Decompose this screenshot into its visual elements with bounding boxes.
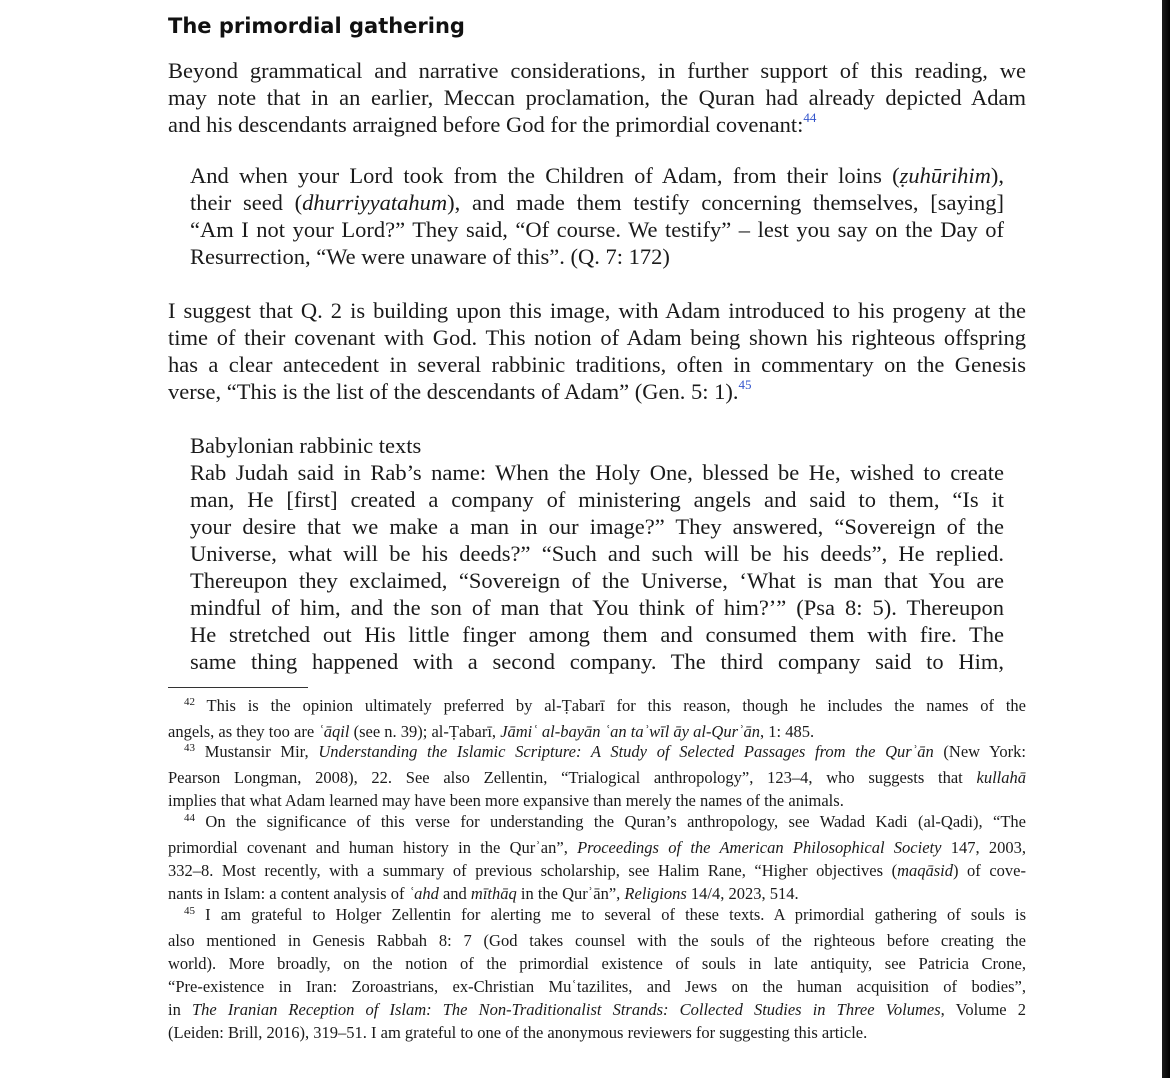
- text-line: mindful of him, and the son of man that You think of him?’” (Psa 8: 5). Thereupon: [190, 595, 1004, 620]
- text-line: “Pre-existence in Iran: Zoroastrians, ex-Christian Muʿtazilites, and Jews on the human acquisition of bodies”,: [168, 977, 1026, 996]
- quran-quotation: [190, 162, 1004, 270]
- text-line: $^{43}$ Mustansir Mir, Understanding the Islamic Scripture: A Study of Selected Passages from the Qurʾān (New York:: [184, 742, 1026, 761]
- paragraph-intro: [168, 57, 1026, 141]
- text-line: same thing happened with a second company. The third company said to Him,: [190, 649, 1004, 674]
- text-line: primordial covenant and human history in the Qurʾan”, Proceedings of the American Philosophical Society 147, 2003,: [168, 838, 1026, 857]
- footnote-44: [168, 810, 1026, 905]
- text-line: And when your Lord took from the Children of Adam, from their loins (ẓuhūrihim),: [190, 163, 1004, 188]
- text-line: angels, as they too are ʿāqil (see n. 39); al-Ṭabarī, Jāmiʿ al-bayān ʿan taʾwīl āy al-Qurʾān, 1: 485.: [168, 722, 815, 741]
- text-line: He stretched out His little finger among them and consumed them with fire. The: [190, 622, 1004, 647]
- text-line: (Leiden: Brill, 2016), 319–51. I am grateful to one of the anonymous reviewers for suggesting this article.: [168, 1023, 868, 1042]
- text-line: $^{45}$ I am grateful to Holger Zellentin for alerting me to several of these texts. A primordial gathering of souls is: [184, 905, 1026, 924]
- text-line: 332–8. Most recently, with a summary of previous scholarship, see Halim Rane, “Higher objectives (maqāsid) of cove-: [168, 861, 1026, 880]
- rabbinic-quotation: [190, 432, 1004, 675]
- footnote-number: 42: [184, 696, 195, 708]
- footnote-ref-45[interactable]: 45: [738, 377, 752, 392]
- text-line-content: and his descendants arraigned before God for the primordial covenant:: [168, 112, 804, 137]
- footnote-42: [168, 694, 1026, 743]
- section-heading: The primordial gathering: [168, 14, 465, 38]
- text-line: world). More broadly, on the notion of the primordial existence of souls in late antiquity, see Patricia Crone,: [168, 954, 1026, 973]
- text-line: Thereupon they exclaimed, “Sovereign of the Universe, ‘What is man that You are: [190, 568, 1004, 593]
- page-edge-shadow: [1162, 0, 1170, 1078]
- footnote-43: [168, 740, 1026, 812]
- footnote-45: [168, 903, 1026, 1044]
- text-line: in The Iranian Reception of Islam: The Non-Traditionalist Strands: Collected Studies in Three Volumes, Volume 2: [168, 1000, 1026, 1019]
- text-line: $^{44}$ On the significance of this verse for understanding the Quran’s anthropology, see Wadad Kadi (al-Qadi), “The: [184, 812, 1027, 831]
- text-line: has a clear antecedent in several rabbinic traditions, often in commentary on the Genesis: [168, 352, 1026, 377]
- text-line: Resurrection, “We were unaware of this”. (Q. 7: 172): [190, 244, 670, 269]
- footnote-number: 44: [184, 812, 195, 824]
- paragraph-suggestion: [168, 297, 1026, 408]
- text-line: “Am I not your Lord?” They said, “Of course. We testify” – lest you say on the Day of: [190, 217, 1004, 242]
- quotation-title: Babylonian rabbinic texts: [190, 433, 422, 458]
- text-line: their seed (dhurriyyatahum), and made them testify concerning themselves, [saying]: [190, 190, 1004, 215]
- text-line: Beyond grammatical and narrative considerations, in further support of this reading, we: [168, 58, 1026, 83]
- text-line: Pearson Longman, 2008), 22. See also Zellentin, “Trialogical anthropology”, 123–4, who suggests that kullahā: [168, 768, 1026, 787]
- text-line: also mentioned in Genesis Rabbah 8: 7 (God takes counsel with the souls of the righteous before creating the: [168, 931, 1026, 950]
- text-line: implies that what Adam learned may have been more expansive than merely the names of the animals.: [168, 791, 844, 810]
- footnote-number: 45: [184, 905, 195, 917]
- footnote-divider: [168, 687, 308, 688]
- text-line: your desire that we make a man in our image?” They answered, “Sovereign of the: [190, 514, 1004, 539]
- text-line: may note that in an earlier, Meccan proclamation, the Quran had already depicted Adam: [168, 85, 1026, 110]
- text-line: I suggest that Q. 2 is building upon this image, with Adam introduced to his progeny at the: [168, 298, 1026, 323]
- text-line: Universe, what will be his deeds?” “Such and such will be his deeds”, He replied.: [190, 541, 1004, 566]
- text-line: time of their covenant with God. This notion of Adam being shown his righteous offspring: [168, 325, 1026, 350]
- footnote-number: 43: [184, 742, 195, 754]
- text-line: nants in Islam: a content analysis of ʿahd and mīthāq in the Qurʾān”, Religions 14/4, 2023, 514.: [168, 884, 799, 903]
- text-line: Rab Judah said in Rab’s name: When the Holy One, blessed be He, wished to create: [190, 460, 1004, 485]
- text-line: [168, 111, 1026, 141]
- footnote-ref-44[interactable]: 44: [803, 110, 817, 125]
- text-line: $^{42}$ This is the opinion ultimately preferred by al-Ṭabarī for this reason, though he includes the names of the: [184, 696, 1026, 715]
- text-line: man, He [first] created a company of ministering angels and said to them, “Is it: [190, 487, 1004, 512]
- text-line: verse, “This is the list of the descendants of Adam” (Gen. 5: 1).$^{45}$: [168, 377, 752, 404]
